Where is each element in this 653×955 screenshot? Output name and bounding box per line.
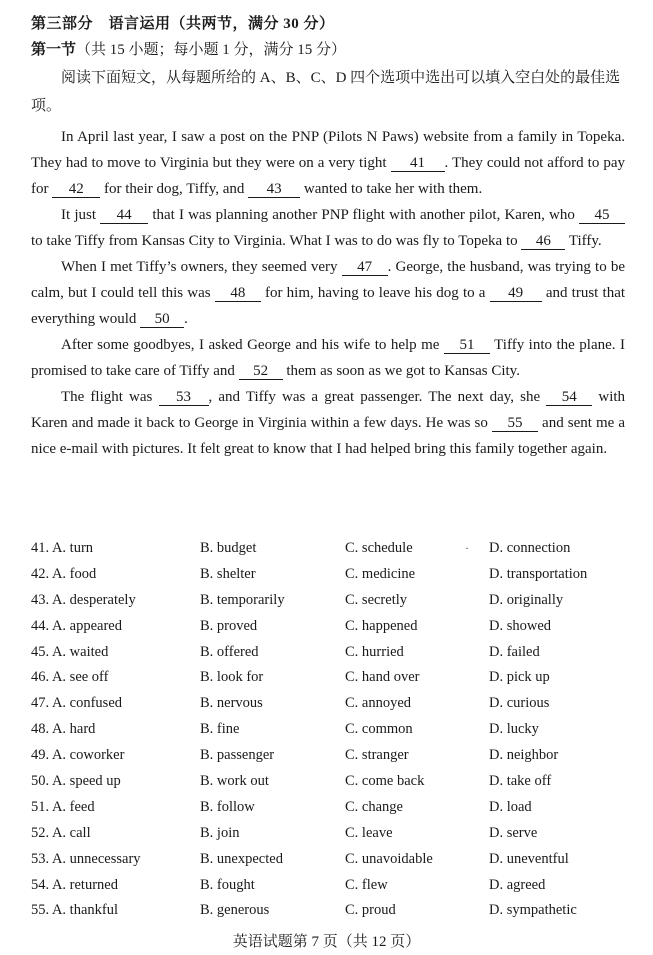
option-b: B. budget	[200, 540, 257, 556]
option-a: 46. A. see off	[31, 669, 109, 686]
option-b: B. generous	[200, 902, 270, 919]
option-row-52	[31, 823, 631, 849]
option-row-54	[31, 875, 631, 901]
option-c: C. medicine	[345, 565, 416, 582]
option-a: 47. A. confused	[31, 695, 123, 712]
options-list	[31, 538, 631, 926]
passage-text: wanted to take her with them.	[303, 181, 483, 197]
passage-paragraph-4	[31, 332, 625, 384]
option-row-50	[31, 771, 631, 797]
option-d: D. showed	[489, 617, 552, 634]
option-a: 53. A. unnecessary	[31, 850, 141, 867]
blank-50: 50	[140, 311, 184, 328]
option-b: B. join	[200, 824, 240, 841]
passage-text: for their dog, Tiffy, and	[104, 181, 245, 197]
option-b: B. follow	[200, 798, 255, 815]
option-b: B. shelter	[200, 565, 256, 582]
option-c: C. flew	[345, 876, 388, 893]
blank-47: 47	[342, 259, 388, 276]
option-row-49	[31, 745, 631, 771]
option-row-41	[31, 538, 631, 564]
option-b: B. fine	[200, 721, 240, 738]
option-c: C. annoyed	[345, 695, 412, 712]
passage-paragraph-5	[31, 384, 625, 462]
option-c: C. stranger	[345, 747, 409, 764]
option-b: B. proved	[200, 617, 258, 634]
blank-52: 52	[239, 363, 283, 380]
option-a: 48. A. hard	[31, 721, 96, 738]
option-b: B. offered	[200, 643, 259, 660]
blank-54: 54	[546, 389, 592, 406]
option-b: B. fought	[200, 876, 255, 893]
blank-45: 45	[579, 207, 625, 224]
passage-paragraph-3	[31, 254, 625, 332]
option-a: 55. A. thankful	[31, 902, 118, 919]
blank-46: 46	[521, 233, 565, 250]
subsection-label: 第一节	[31, 42, 77, 58]
passage-text: When I met Tiffy’s owners, they seemed very	[61, 259, 338, 275]
passage-text: After some goodbyes, I asked George and his wife to help me	[61, 337, 440, 353]
blank-41: 41	[391, 155, 445, 172]
option-d: D. connection	[489, 540, 571, 556]
option-c: C. hurried	[345, 643, 404, 660]
option-b: B. look for	[200, 669, 264, 686]
passage-text: for him, having to leave his dog to a	[265, 285, 486, 301]
option-row-46	[31, 667, 631, 693]
option-c: C. secretly	[345, 591, 408, 608]
option-d: D. neighbor	[489, 747, 559, 764]
option-d: D. load	[489, 798, 532, 815]
option-c: C. common	[345, 721, 413, 738]
option-a: 44. A. appeared	[31, 617, 122, 634]
option-a: 50. A. speed up	[31, 773, 121, 790]
option-c: C. leave	[345, 824, 393, 841]
option-c: C. come back	[345, 773, 425, 790]
option-d: D. originally	[489, 591, 564, 608]
passage-text: It just	[61, 207, 96, 223]
passage-paragraph-1	[31, 124, 625, 202]
option-row-44	[31, 616, 631, 642]
option-c: C. proud	[345, 902, 396, 919]
option-b: B. unexpected	[200, 850, 283, 867]
option-d: D. pick up	[489, 669, 550, 686]
option-c: C. schedule	[345, 540, 413, 556]
option-row-48	[31, 719, 631, 745]
stray-mark: ·	[465, 541, 469, 555]
option-row-55	[31, 900, 631, 926]
option-row-43	[31, 590, 631, 616]
option-c: C. unavoidable	[345, 850, 433, 867]
option-b: B. work out	[200, 773, 269, 790]
instruction-text: 阅读下面短文，从每题所给的 A、B、C、D 四个选项中选出可以填入空白处的最佳选项。	[31, 70, 621, 114]
section-title: 第三部分 语言运用（共两节，满分 30 分）	[31, 16, 335, 32]
passage	[31, 124, 625, 462]
option-d: D. curious	[489, 695, 550, 712]
passage-text: . They could not afford to pay for	[31, 155, 625, 197]
passage-text: Tiffy.	[568, 233, 602, 249]
option-b: B. temporarily	[200, 591, 285, 608]
passage-text: , and Tiffy was a great passenger. The next day, she	[208, 389, 541, 405]
option-a: 45. A. waited	[31, 643, 109, 660]
option-a: 49. A. coworker	[31, 747, 125, 764]
option-row-42	[31, 564, 631, 590]
option-a: 42. A. food	[31, 565, 97, 582]
option-c: C. happened	[345, 617, 418, 634]
option-a: 51. A. feed	[31, 798, 95, 815]
option-c: C. hand over	[345, 669, 420, 686]
passage-text: that I was planning another PNP flight with another pilot, Karen, who	[152, 207, 575, 223]
option-row-51	[31, 797, 631, 823]
blank-44: 44	[100, 207, 148, 224]
option-row-45	[31, 642, 631, 668]
option-row-47	[31, 693, 631, 719]
blank-43: 43	[248, 181, 300, 198]
option-d: D. uneventful	[489, 850, 569, 867]
passage-text: and trust that everything would	[31, 285, 626, 327]
option-d: D. failed	[489, 643, 540, 660]
option-d: D. take off	[489, 773, 552, 790]
option-d: D. serve	[489, 824, 538, 841]
blank-53: 53	[159, 389, 209, 406]
passage-text: .	[184, 311, 188, 327]
subsection-heading	[31, 38, 346, 59]
option-d: D. lucky	[489, 721, 539, 738]
blank-51: 51	[444, 337, 490, 354]
passage-text: to take Tiffy from Kansas City to Virginia. What I was to do was fly to Topeka to	[31, 233, 518, 249]
option-c: C. change	[345, 798, 403, 815]
passage-text: and sent me a nice e-mail with pictures. It felt great to know that I had helped bring this family together again.	[31, 415, 626, 457]
option-b: B. passenger	[200, 747, 275, 764]
option-a: 41. A. turn	[31, 540, 94, 556]
passage-text: . George, the husband, was trying to be calm, but I could tell this was	[31, 259, 626, 301]
blank-55: 55	[492, 415, 538, 432]
passage-text: them as soon as we got to Kansas City.	[286, 363, 520, 379]
passage-paragraph-2	[31, 202, 625, 254]
option-a: 54. A. returned	[31, 876, 118, 893]
option-d: D. transportation	[489, 565, 588, 582]
passage-text: In April last year, I saw a post on the PNP (Pilots N Paws) website from a family in Topeka. They had to move to Virginia but they were on a very tight	[31, 129, 625, 171]
option-b: B. nervous	[200, 695, 263, 712]
subsection-info: （共 15 小题；每小题 1 分，满分 15 分）	[76, 42, 347, 58]
option-a: 43. A. desperately	[31, 591, 136, 608]
blank-42: 42	[52, 181, 100, 198]
blank-49: 49	[490, 285, 542, 302]
option-d: D. agreed	[489, 876, 546, 893]
blank-48: 48	[215, 285, 261, 302]
option-row-53	[31, 849, 631, 875]
passage-text: with Karen and made it back to George in Virginia within a few days. He was so	[31, 389, 626, 431]
option-d: D. sympathetic	[489, 902, 577, 919]
passage-text: Tiffy into the plane. I promised to take care of Tiffy and	[31, 337, 625, 379]
page-footer: 英语试题第 7 页（共 12 页）	[232, 934, 421, 950]
passage-text: The flight was	[61, 389, 153, 405]
option-a: 52. A. call	[31, 824, 91, 841]
